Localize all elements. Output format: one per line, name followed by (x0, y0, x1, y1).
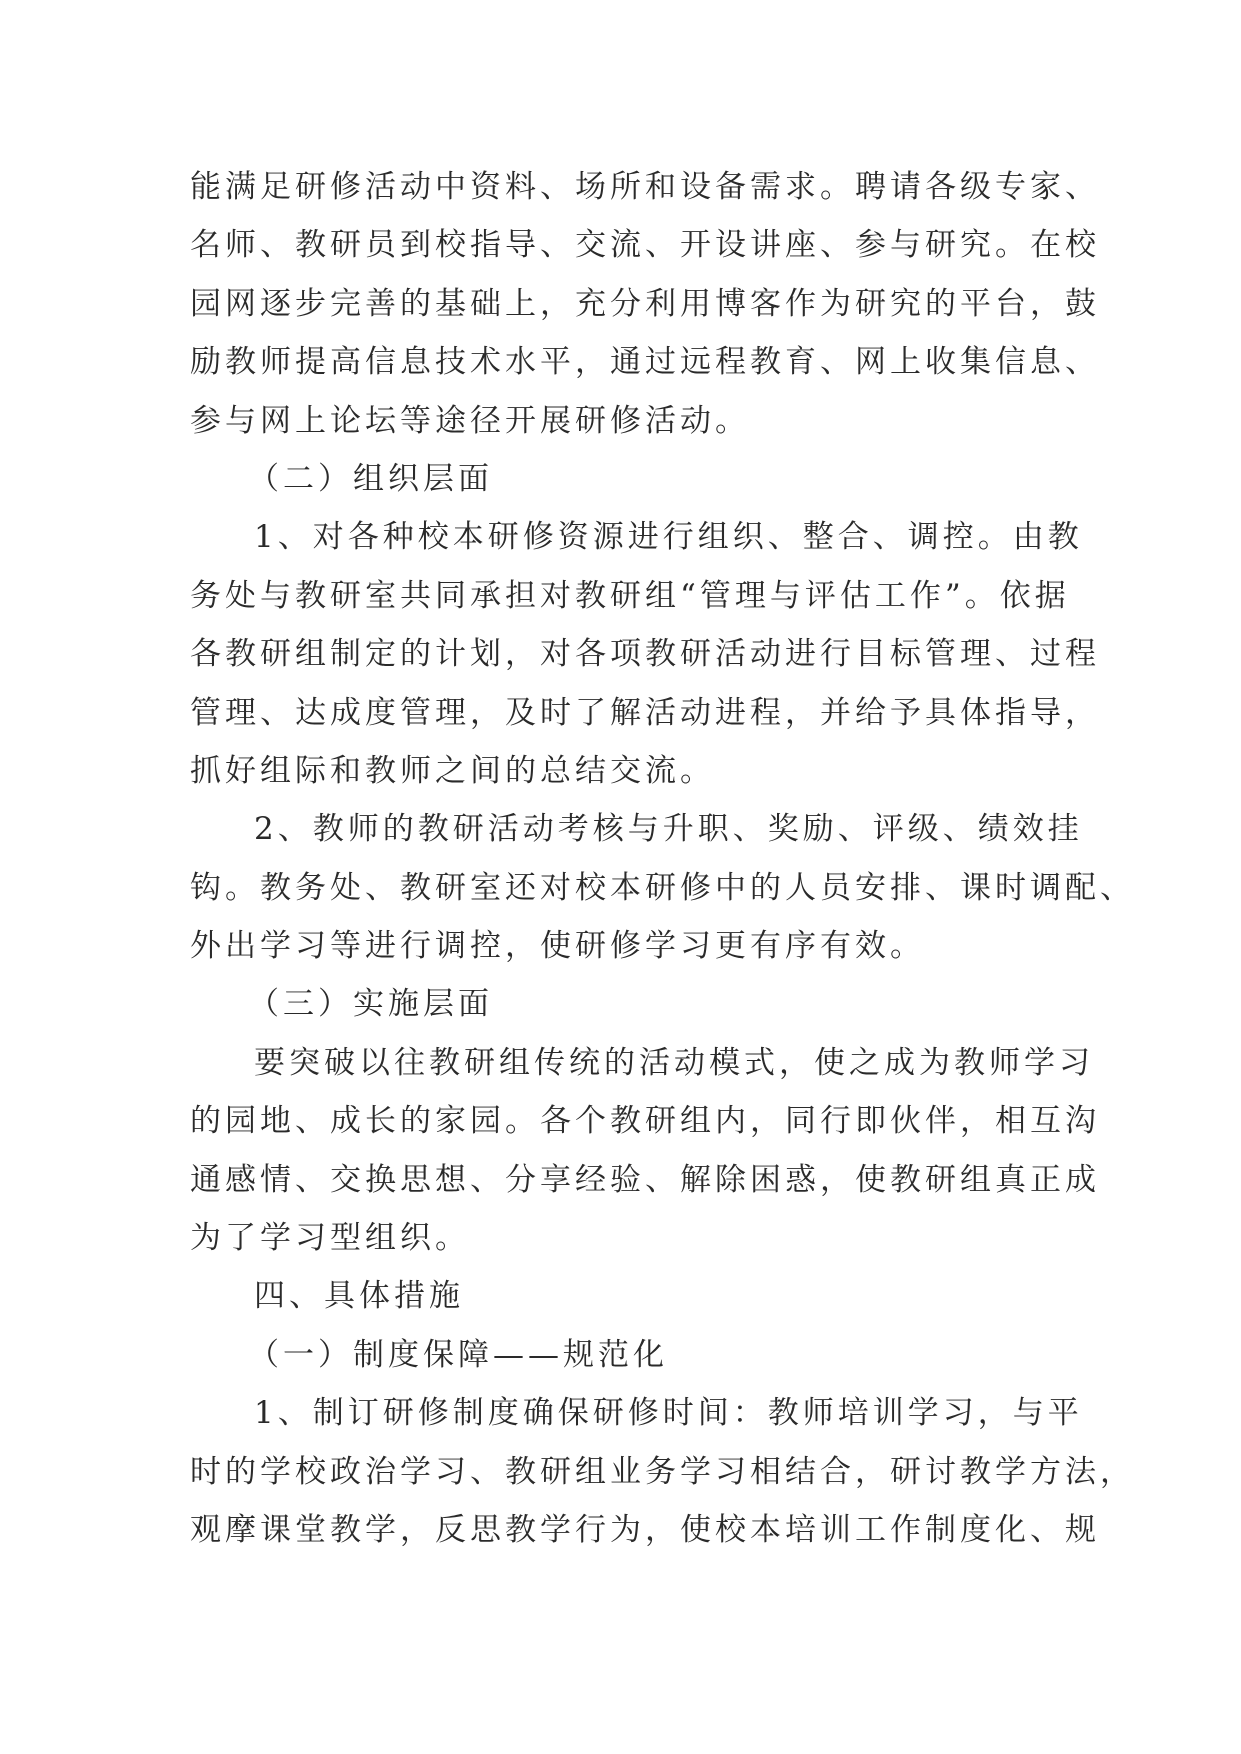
paragraph-line: 1、对各种校本研修资源进行组织、整合、调控。由教 (254, 519, 1083, 556)
paragraph-line: 外出学习等进行调控，使研修学习更有序有效。 (190, 928, 925, 965)
paragraph-line: 参与网上论坛等途径开展研修活动。 (190, 402, 750, 439)
paragraph-line: 励教师提高信息技术水平，通过远程教育、网上收集信息、 (190, 344, 1100, 381)
paragraph-line: 能满足研修活动中资料、场所和设备需求。聘请各级专家、 (190, 169, 1100, 205)
paragraph-line: 钩。教务处、教研室还对校本研修中的人员安排、课时调配、 (190, 869, 1135, 906)
document-body (190, 158, 1135, 1559)
paragraph-line: 2、教师的教研活动考核与升职、奖励、评级、绩效挂 (254, 811, 1083, 848)
paragraph-line: 时的学校政治学习、教研组业务学习相结合，研讨教学方法， (190, 1453, 1135, 1490)
section-heading: （三）实施层面 (248, 986, 493, 1023)
paragraph-line: 园网逐步完善的基础上，充分利用博客作为研究的平台，鼓 (190, 285, 1100, 322)
paragraph-line: 为了学习型组织。 (190, 1220, 470, 1257)
paragraph-line: 要突破以往教研组传统的活动模式，使之成为教师学习 (254, 1044, 1094, 1081)
section-heading: 四、具体措施 (254, 1278, 464, 1315)
paragraph-line: 的园地、成长的家园。各个教研组内，同行即伙伴，相互沟 (190, 1103, 1100, 1140)
paragraph-line: 各教研组制定的计划，对各项教研活动进行目标管理、过程 (190, 636, 1100, 673)
paragraph-line: 务处与教研室共同承担对教研组“管理与评估工作”。依据 (190, 577, 1070, 614)
section-heading: （二）组织层面 (248, 460, 493, 497)
paragraph-line: 管理、达成度管理，及时了解活动进程，并给予具体指导， (190, 694, 1100, 731)
paragraph-line: 抓好组际和教师之间的总结交流。 (190, 752, 715, 789)
paragraph-line: 名师、教研员到校指导、交流、开设讲座、参与研究。在校 (190, 227, 1100, 264)
paragraph-line: 1、制订研修制度确保研修时间：教师培训学习，与平 (254, 1395, 1083, 1432)
paragraph-line: 观摩课堂教学，反思教学行为，使校本培训工作制度化、规 (190, 1511, 1100, 1548)
paragraph-line: 通感情、交换思想、分享经验、解除困惑，使教研组真正成 (190, 1161, 1100, 1198)
section-heading: （一）制度保障——规范化 (248, 1336, 668, 1373)
